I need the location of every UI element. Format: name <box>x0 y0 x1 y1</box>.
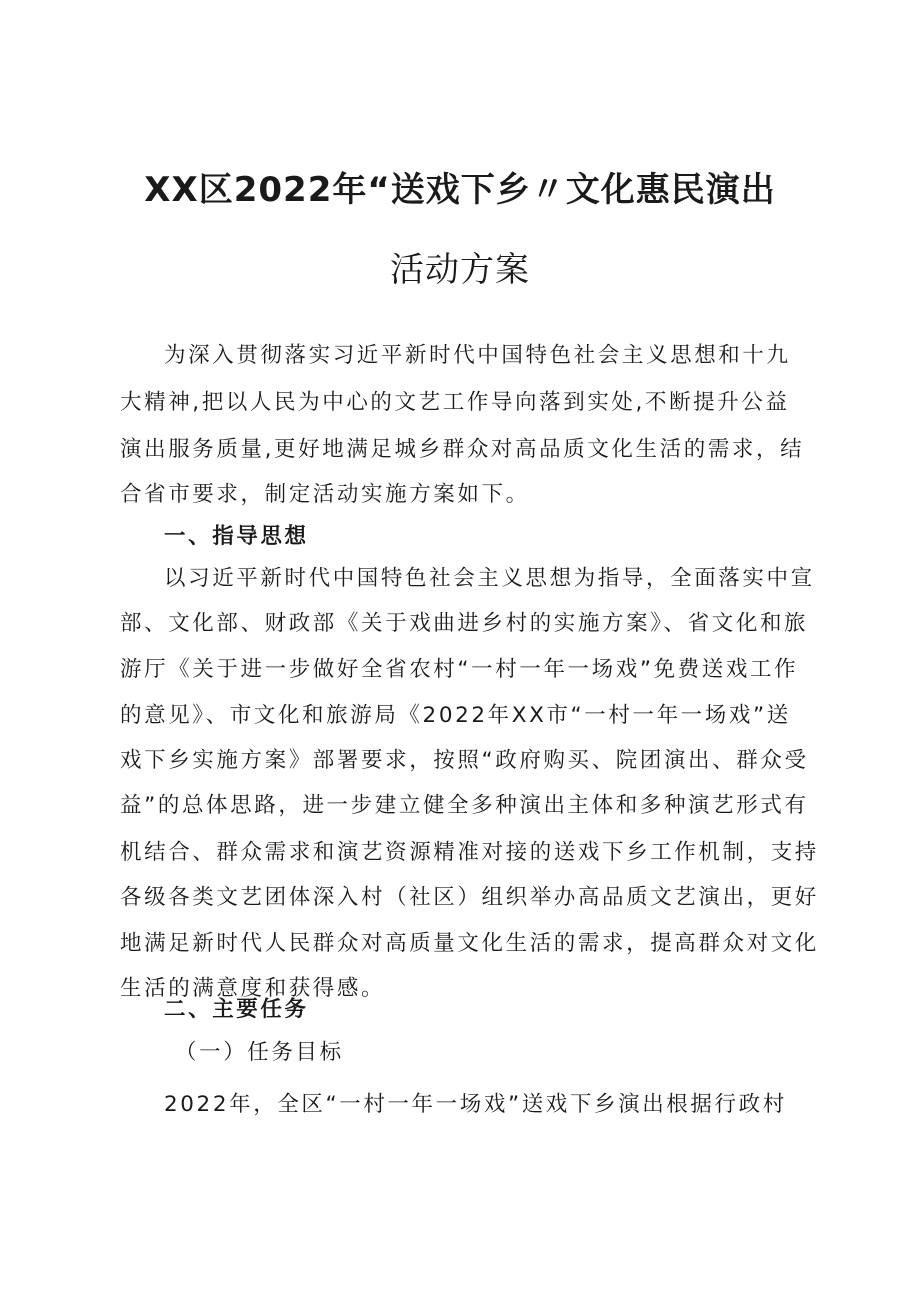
section-1-line-6: 益”的总体思路，进一步建立健全多种演出主体和多种演艺形式有 <box>120 793 809 818</box>
subsection-1-heading: （一）任务目标 <box>175 1040 344 1065</box>
section-1-line-1: 以习近平新时代中国特色社会主义思想为指导，全面落实中宣 <box>164 566 815 591</box>
section-1-line-10: 生活的满意度和获得感。 <box>120 976 386 1001</box>
section-1-heading: 一、指导思想 <box>164 524 309 549</box>
section-1-line-9: 地满足新时代人民群众对高质量文化生活的需求，提高群众对文化 <box>120 931 819 956</box>
intro-line-4: 合省市要求，制定活动实施方案如下。 <box>120 482 530 507</box>
subsection-1-line-1: 2022年，全区“一村一年一场戏”送戏下乡演出根据行政村 <box>164 1092 787 1117</box>
section-2-heading: 二、主要任务 <box>164 997 309 1022</box>
section-1-line-7: 机结合、群众需求和演艺资源精准对接的送戏下乡工作机制，支持 <box>120 840 819 865</box>
document-title-line-1: XX区2022年“送戏下乡〃文化惠民演出 <box>144 170 776 210</box>
section-1-line-8: 各级各类文艺团体深入村（社区）组织举办高品质文艺演出，更好 <box>120 885 819 910</box>
intro-line-3: 演出服务质量,更好地满足城乡群众对高品质文化生活的需求，结 <box>120 437 805 462</box>
section-1-line-3: 游厅《关于进一步做好全省农村“一村一年一场戏”免费送戏工作 <box>120 657 799 682</box>
section-1-line-5: 戏下乡实施方案》部署要求，按照“政府购买、院团演出、群众受 <box>120 748 809 773</box>
intro-line-2: 大精神,把以人民为中心的文艺工作导向落到实处,不断提升公益 <box>120 390 790 415</box>
section-1-line-2: 部、文化部、财政部《关于戏曲进乡村的实施方案》、省文化和旅 <box>120 611 809 636</box>
intro-line-1: 为深入贯彻落实习近平新时代中国特色社会主义思想和十九 <box>164 343 791 368</box>
section-1-line-4: 的意见》、市文化和旅游局《2022年XX市“一村一年一场戏”送 <box>120 703 791 728</box>
document-title-line-2: 活动方案 <box>390 250 530 290</box>
